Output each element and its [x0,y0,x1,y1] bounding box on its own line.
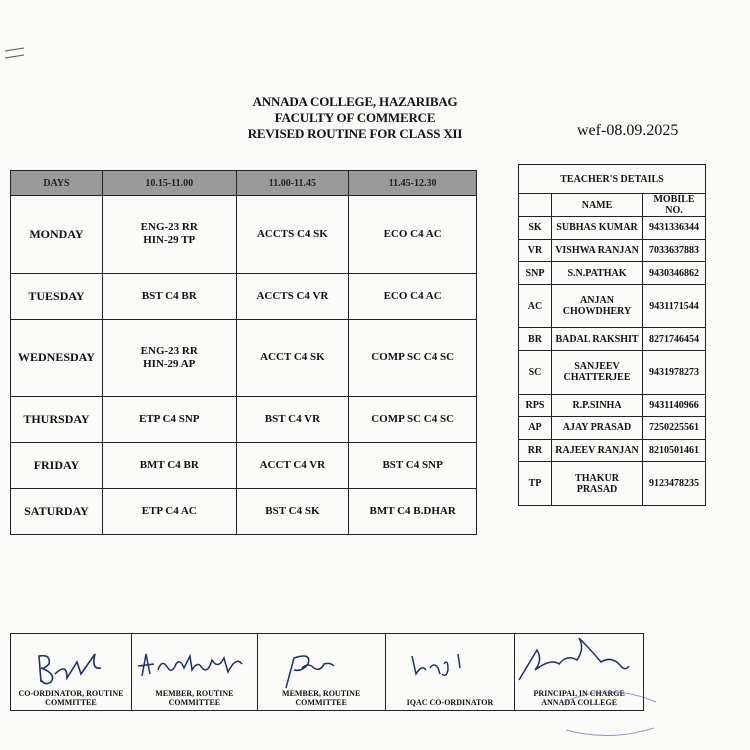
day-cell: WEDNESDAY [11,319,103,397]
teacher-mobile: 9430346862 [643,262,706,285]
teacher-code: BR [519,328,552,351]
teachers-table [518,164,706,506]
routine-table [10,170,477,535]
routine-header-row [11,171,477,196]
class-cell [236,443,349,489]
teacher-row [519,439,706,462]
college-stamp [560,678,660,738]
class-entry: ENG-23 RR [140,344,198,357]
routine-row-tuesday [11,273,477,319]
routine-row-friday [11,443,477,489]
teacher-row [519,328,706,351]
teacher-row [519,462,706,506]
teacher-name: THAKUR PRASAD [552,462,643,506]
handwritten-signature [258,634,382,694]
class-cell [349,319,477,397]
class-cell [236,319,349,397]
signature-cell [131,634,257,711]
class-cell [236,488,349,534]
class-entry: BST C4 VR [264,413,321,426]
class-entry: ACCT C4 VR [259,459,326,471]
class-cell [236,196,349,274]
handwritten-signature [386,634,512,694]
day-cell: FRIDAY [11,443,103,489]
teacher-name: ANJAN CHOWDHERY [552,284,643,327]
day-cell: TUESDAY [11,273,103,319]
signature-cell [385,634,515,711]
teacher-mobile: 9123478235 [643,462,706,506]
class-cell [349,397,477,443]
class-cell [236,397,349,443]
signature-label: MEMBER, ROUTINE COMMITTEE [282,689,361,707]
class-cell [102,488,236,534]
class-cell [102,397,236,443]
teacher-code: VR [519,239,552,262]
class-entry: HIN-29 AP [143,357,196,370]
class-entry: ETP C4 AC [141,504,197,517]
routine-row-monday [11,196,477,274]
document-heading [205,94,505,142]
college-name: ANNADA COLLEGE, HAZARIBAG [252,94,458,109]
teacher-row [519,284,706,327]
teacher-mobile: 7033637883 [643,239,706,262]
teacher-row [519,351,706,394]
class-entry: BST C4 SK [265,504,320,517]
teachers-name-header: NAME [552,194,643,217]
teacher-code: RR [519,439,552,462]
routine-row-saturday [11,488,477,534]
class-entry: BST C4 SNP [382,459,443,471]
teacher-row [519,217,706,240]
teacher-name: SANJEEV CHATTERJEE [552,351,643,394]
teachers-mobile-header: MOBILE NO. [643,194,706,217]
teacher-code: TP [519,462,552,506]
teacher-name: R.P.SINHA [552,394,643,417]
class-entry: COMP SC C4 SC [371,413,455,426]
teacher-name: S.N.PATHAK [552,262,643,285]
effective-date: wef-08.09.2025 [577,122,679,139]
routine-row-wednesday [11,319,477,397]
class-cell [349,488,477,534]
class-entry: HIN-29 TP [143,234,196,247]
teacher-name: VISHWA RANJAN [552,239,643,262]
class-entry: ACCTS C4 VR [256,289,329,302]
class-entry: ECO C4 AC [383,227,442,240]
class-cell [102,196,236,274]
teacher-code: SK [519,217,552,240]
teacher-mobile: 9431171544 [643,284,706,327]
class-entry: COMP SC C4 SC [371,351,455,364]
signature-cell [257,634,385,711]
teachers-title: TEACHER'S DETAILS [519,165,706,194]
teacher-name: SUBHAS KUMAR [552,217,643,240]
class-cell [102,319,236,397]
teacher-mobile: 9431336344 [643,217,706,240]
teacher-name: RAJEEV RANJAN [552,439,643,462]
document-title: REVISED ROUTINE FOR CLASS XII [247,126,463,141]
signature-label: PRINCIPAL IN CHARGE ANNADA COLLEGE [533,689,625,707]
teacher-mobile: 9431978273 [643,351,706,394]
teacher-row [519,394,706,417]
class-entry: ECO C4 AC [383,289,442,302]
signature-cell [11,634,132,711]
class-entry: ENG-23 RR [140,221,198,234]
header-days: DAYS [11,171,103,196]
teacher-code: AP [519,417,552,440]
teachers-code-header [519,194,552,217]
class-entry: ACCT C4 SK [260,351,325,364]
header-period-2: 11.00-11.45 [236,171,349,196]
faculty-name: FACULTY OF COMMERCE [274,110,436,125]
signature-label: CO-ORDINATOR, ROUTINE COMMITTEE [18,689,124,707]
class-entry: BST C4 BR [141,289,197,302]
teacher-name: BADAL RAKSHIT [552,328,643,351]
teacher-name: AJAY PRASAD [552,417,643,440]
class-entry: BMT C4 B.DHAR [369,504,456,517]
handwritten-signature [11,634,128,694]
teacher-code: RPS [519,394,552,417]
header-period-3: 11.45-12.30 [349,171,477,196]
teacher-mobile: 7250225561 [643,417,706,440]
handwritten-signature [132,634,254,694]
day-cell: THURSDAY [11,397,103,443]
class-cell [349,196,477,274]
header-period-1: 10.15-11.00 [102,171,236,196]
class-cell [102,273,236,319]
class-entry: BMT C4 BR [139,459,199,471]
routine-row-thursday [11,397,477,443]
class-cell [236,273,349,319]
teacher-code: AC [519,284,552,327]
teacher-mobile: 8210501461 [643,439,706,462]
teacher-code: SNP [519,262,552,285]
signature-label: IQAC CO-ORDINATOR [406,698,494,707]
teacher-mobile: 8271746454 [643,328,706,351]
signature-strip [10,633,644,711]
teacher-mobile: 9431140966 [643,394,706,417]
day-cell: SATURDAY [11,488,103,534]
day-cell: MONDAY [11,196,103,274]
teacher-row [519,239,706,262]
class-cell [349,443,477,489]
class-entry: ETP C4 SNP [138,413,200,426]
class-entry: ACCTS C4 SK [256,227,328,240]
punch-mark [4,46,26,60]
teacher-row [519,262,706,285]
class-cell [102,443,236,489]
class-cell [349,273,477,319]
signature-label: MEMBER, ROUTINE COMMITTEE [155,689,234,707]
teacher-code: SC [519,351,552,394]
teacher-row [519,417,706,440]
